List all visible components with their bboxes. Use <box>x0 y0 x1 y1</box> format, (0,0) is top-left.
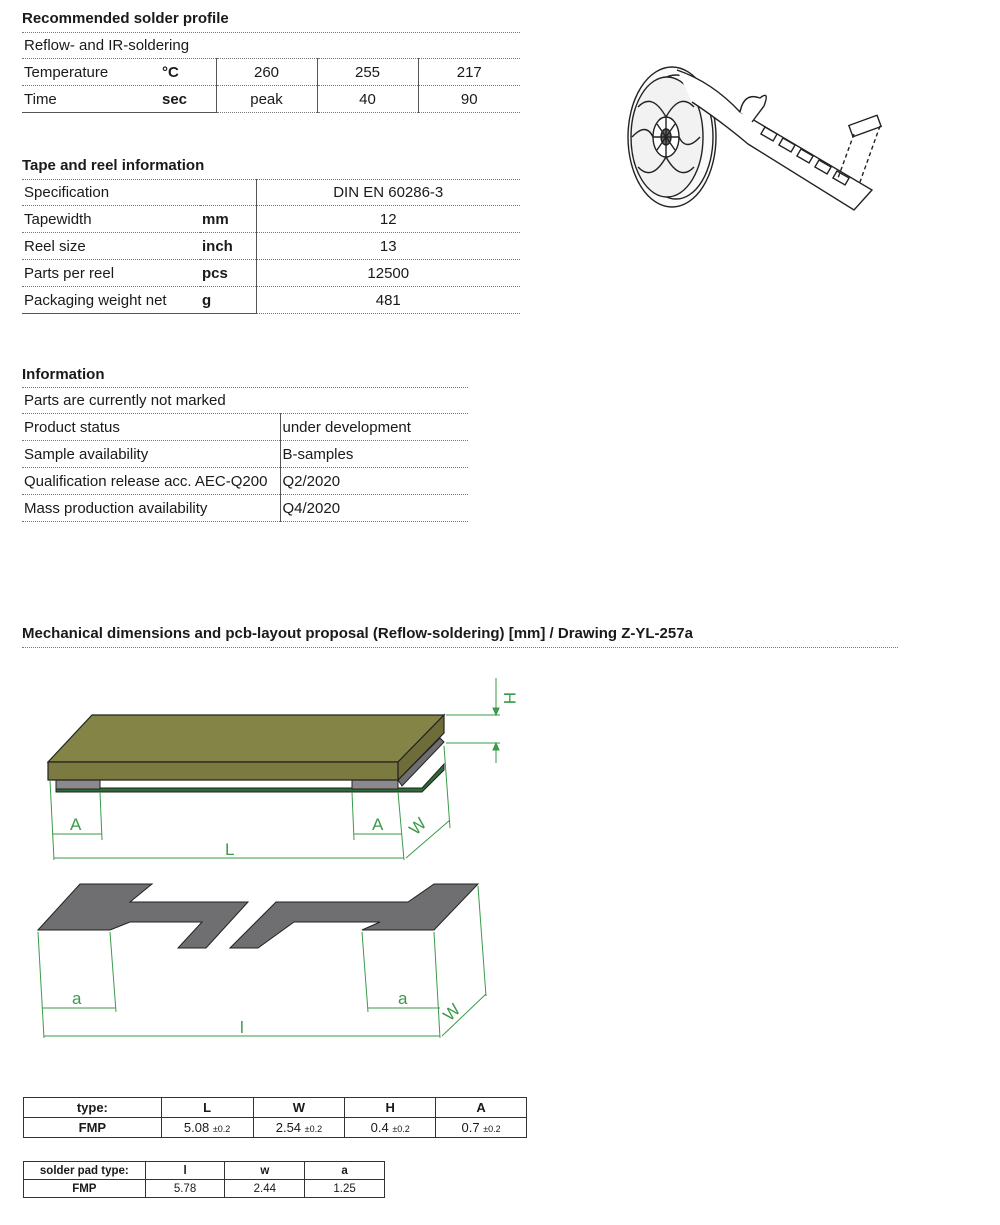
table-row <box>22 495 468 522</box>
right-pad <box>230 884 478 948</box>
cell-L <box>161 1118 253 1138</box>
cell-value: 5.78 <box>145 1180 225 1198</box>
component-top <box>48 715 444 762</box>
header-A: A <box>436 1098 527 1118</box>
divider <box>22 647 898 648</box>
cell-type: FMP <box>24 1118 162 1138</box>
solder-profile-subtitle-row <box>22 32 520 59</box>
table-row <box>22 260 520 287</box>
cell-W <box>253 1118 345 1138</box>
row-label: Specification <box>22 179 200 206</box>
header-a: a <box>305 1162 385 1180</box>
row-unit: pcs <box>200 260 256 287</box>
row-label: Mass production availability <box>22 495 280 522</box>
solder-profile-table <box>22 32 520 113</box>
mechanical-title: Mechanical dimensions and pcb-layout proposal (Reflow-soldering) [mm] / Drawing Z-YL-257a <box>22 625 693 642</box>
label-H: H <box>500 692 519 705</box>
row-label: Parts per reel <box>22 260 200 287</box>
solder-profile-title: Recommended solder profile <box>22 10 229 27</box>
left-terminal <box>56 780 100 789</box>
label-w: W <box>439 1000 465 1025</box>
row-unit: g <box>200 287 256 314</box>
row-unit <box>200 179 256 206</box>
right-terminal <box>352 780 398 789</box>
pcb-layout-drawing <box>30 876 500 1046</box>
cell-value: 481 <box>256 287 520 314</box>
information-note-row <box>22 387 468 414</box>
row-label: Tapewidth <box>22 206 200 233</box>
information-table <box>22 387 468 522</box>
cell-value: 2.54 <box>275 1120 302 1135</box>
cell-value: B-samples <box>280 441 468 468</box>
cell-value: 12 <box>256 206 520 233</box>
table-row <box>22 441 468 468</box>
row-unit: inch <box>200 233 256 260</box>
row-label: Product status <box>22 414 280 441</box>
component-drawing <box>30 668 530 868</box>
tape-reel-table <box>22 179 520 314</box>
row-label: Temperature <box>22 59 160 86</box>
cell-value: DIN EN 60286-3 <box>256 179 520 206</box>
cell-value: 13 <box>256 233 520 260</box>
cell-value: 12500 <box>256 260 520 287</box>
cell-value: Q2/2020 <box>280 468 468 495</box>
cell-tolerance: ±0.2 <box>212 1124 231 1134</box>
header-H: H <box>345 1098 436 1118</box>
row-label: Sample availability <box>22 441 280 468</box>
tape-reel-illustration <box>622 62 894 232</box>
information-title: Information <box>22 366 105 383</box>
label-A-right: A <box>372 815 384 834</box>
left-pad <box>38 884 248 948</box>
row-unit: mm <box>200 206 256 233</box>
row-unit: sec <box>160 86 216 113</box>
table-row <box>22 179 520 206</box>
table-header-row <box>24 1098 527 1118</box>
cell-value: peak <box>216 86 317 113</box>
cell-tolerance: ±0.2 <box>483 1124 501 1134</box>
row-label: Qualification release acc. AEC-Q200 <box>22 468 280 495</box>
row-label: Time <box>22 86 160 113</box>
table-row <box>24 1180 385 1198</box>
label-A-left: A <box>70 815 82 834</box>
table-row <box>22 468 468 495</box>
table-row <box>22 287 520 314</box>
table-header-row <box>24 1162 385 1180</box>
solder-profile-subtitle: Reflow- and IR-soldering <box>22 32 520 59</box>
dimensions-table <box>23 1097 527 1138</box>
information-note: Parts are currently not marked <box>22 387 468 414</box>
cell-value: 260 <box>216 59 317 86</box>
label-W: W <box>405 814 431 839</box>
cell-value: 0.4 <box>370 1120 389 1135</box>
header-L: L <box>161 1098 253 1118</box>
cell-value: 0.7 <box>461 1120 480 1135</box>
cell-value: under development <box>280 414 468 441</box>
label-L: L <box>225 840 235 859</box>
cell-A <box>436 1118 527 1138</box>
header-w: w <box>225 1162 305 1180</box>
cell-value: 90 <box>418 86 520 113</box>
cell-value: 217 <box>418 59 520 86</box>
table-row <box>22 206 520 233</box>
cell-value: 255 <box>317 59 418 86</box>
cell-tolerance: ±0.2 <box>392 1124 410 1134</box>
cell-value: 1.25 <box>305 1180 385 1198</box>
cell-H <box>345 1118 436 1138</box>
header-pad-type: solder pad type: <box>24 1162 146 1180</box>
cell-tolerance: ±0.2 <box>304 1124 323 1134</box>
cell-value: 5.08 <box>183 1120 210 1135</box>
cell-value: 2.44 <box>225 1180 305 1198</box>
cell-type: FMP <box>24 1180 146 1198</box>
label-a-right: a <box>398 989 408 1008</box>
table-row <box>22 233 520 260</box>
header-l: l <box>145 1162 225 1180</box>
table-row <box>22 86 520 113</box>
header-type: type: <box>24 1098 162 1118</box>
table-row <box>24 1118 527 1138</box>
cell-value: Q4/2020 <box>280 495 468 522</box>
row-label: Packaging weight net <box>22 287 200 314</box>
table-row <box>22 414 468 441</box>
row-label: Reel size <box>22 233 200 260</box>
label-l: l <box>240 1018 244 1037</box>
label-a-left: a <box>72 989 82 1008</box>
header-W: W <box>253 1098 345 1118</box>
tape-reel-title: Tape and reel information <box>22 157 205 174</box>
cell-value: 40 <box>317 86 418 113</box>
row-unit: °C <box>160 59 216 86</box>
table-row <box>22 59 520 86</box>
solder-pad-table <box>23 1161 385 1198</box>
